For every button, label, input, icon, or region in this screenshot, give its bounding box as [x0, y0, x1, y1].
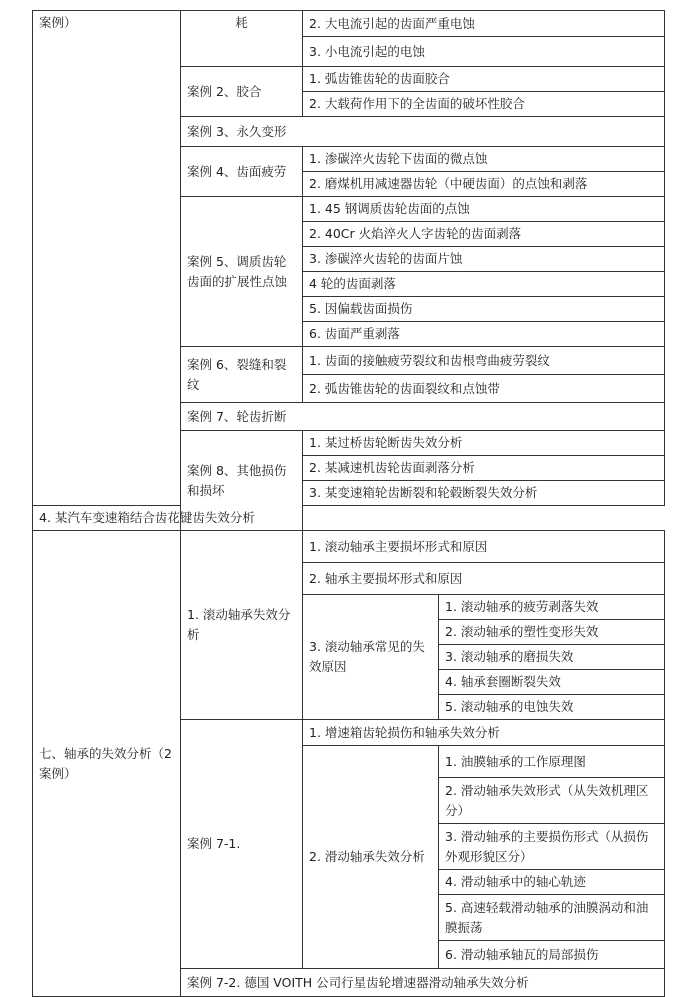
item-cell: 3. 渗碳淬火齿轮的齿面片蚀 — [303, 247, 665, 272]
case-cell-6: 案例 6、裂缝和裂纹 — [181, 347, 303, 403]
item-cell: 1. 油膜轴承的工作原理图 — [439, 746, 665, 778]
item-cell: 3. 小电流引起的电蚀 — [303, 37, 665, 67]
case-cell-continued: 耗 — [181, 11, 303, 67]
item-cell: 3. 滑动轴承的主要损伤形式（从损伤外观形貌区分） — [439, 824, 665, 870]
item-cell: 1. 滚动轴承的疲劳剥落失效 — [439, 595, 665, 620]
table-row — [33, 11, 665, 37]
case-cell-7-2: 案例 7-2. 德国 VOITH 公司行星齿轮增速器滑动轴承失效分析 — [181, 969, 665, 997]
item-cell: 5. 高速轻载滑动轴承的油膜涡动和油膜振荡 — [439, 895, 665, 941]
item-cell: 3. 滚动轴承的磨损失效 — [439, 645, 665, 670]
section-cell-continued: 案例） — [33, 11, 181, 506]
item-cell: 1. 某过桥齿轮断齿失效分析 — [303, 431, 665, 456]
item-cell: 1. 增速箱齿轮损伤和轴承失效分析 — [303, 720, 665, 746]
table-row — [33, 506, 665, 531]
item-cell: 4. 某汽车变速箱结合齿花键齿失效分析 — [33, 506, 303, 531]
item-cell: 2. 滑动轴承失效形式（从失效机理区分） — [439, 778, 665, 824]
case-cell-7: 案例 7、轮齿折断 — [181, 403, 665, 431]
case-cell-8: 案例 8、其他损伤和损坏 — [181, 431, 303, 531]
item-cell: 4. 轴承套圈断裂失效 — [439, 670, 665, 695]
case-cell-7-1: 案例 7-1. — [181, 720, 303, 969]
section-cell-bearing: 七、轴承的失效分析（2 案例） — [33, 531, 181, 997]
case-cell-4: 案例 4、齿面疲劳 — [181, 147, 303, 197]
item-cell: 4. 滑动轴承中的轴心轨迹 — [439, 870, 665, 895]
item-cell: 3. 某变速箱轮齿断裂和轮毂断裂失效分析 — [303, 481, 665, 506]
item-cell: 5. 因偏载齿面损伤 — [303, 297, 665, 322]
content-table-wrapper — [32, 10, 664, 997]
item-cell: 6. 滑动轴承轴瓦的局部损伤 — [439, 941, 665, 969]
item-cell: 1. 弧齿锥齿轮的齿面胶合 — [303, 67, 665, 92]
item-cell: 5. 滚动轴承的电蚀失效 — [439, 695, 665, 720]
item-cell: 2. 弧齿锥齿轮的齿面裂纹和点蚀带 — [303, 375, 665, 403]
sub-cell-common-causes: 3. 滚动轴承常见的失效原因 — [303, 595, 439, 720]
item-cell: 4 轮的齿面剥落 — [303, 272, 665, 297]
item-cell: 2. 轴承主要损坏形式和原因 — [303, 563, 665, 595]
case-cell-3: 案例 3、永久变形 — [181, 117, 665, 147]
case-cell-5: 案例 5、调质齿轮齿面的扩展性点蚀 — [181, 197, 303, 347]
item-cell: 1. 45 钢调质齿轮齿面的点蚀 — [303, 197, 665, 222]
contents-table — [32, 10, 665, 997]
item-cell: 1. 滚动轴承主要损坏形式和原因 — [303, 531, 665, 563]
item-cell: 2. 滚动轴承的塑性变形失效 — [439, 620, 665, 645]
item-cell: 6. 齿面严重剥落 — [303, 322, 665, 347]
item-cell: 1. 齿面的接触疲劳裂纹和齿根弯曲疲劳裂纹 — [303, 347, 665, 375]
table-row — [33, 531, 665, 563]
item-cell: 2. 大电流引起的齿面严重电蚀 — [303, 11, 665, 37]
case-cell-2: 案例 2、胶合 — [181, 67, 303, 117]
item-cell: 2. 某减速机齿轮齿面剥落分析 — [303, 456, 665, 481]
sub-cell-sliding-bearing: 2. 滑动轴承失效分析 — [303, 746, 439, 969]
item-cell: 2. 40Cr 火焰淬火人字齿轮的齿面剥落 — [303, 222, 665, 247]
item-cell: 1. 渗碳淬火齿轮下齿面的微点蚀 — [303, 147, 665, 172]
sub-cell-rolling-bearing: 1. 滚动轴承失效分析 — [181, 531, 303, 720]
item-cell: 2. 磨煤机用减速器齿轮（中硬齿面）的点蚀和剥落 — [303, 172, 665, 197]
item-cell: 2. 大载荷作用下的全齿面的破坏性胶合 — [303, 92, 665, 117]
